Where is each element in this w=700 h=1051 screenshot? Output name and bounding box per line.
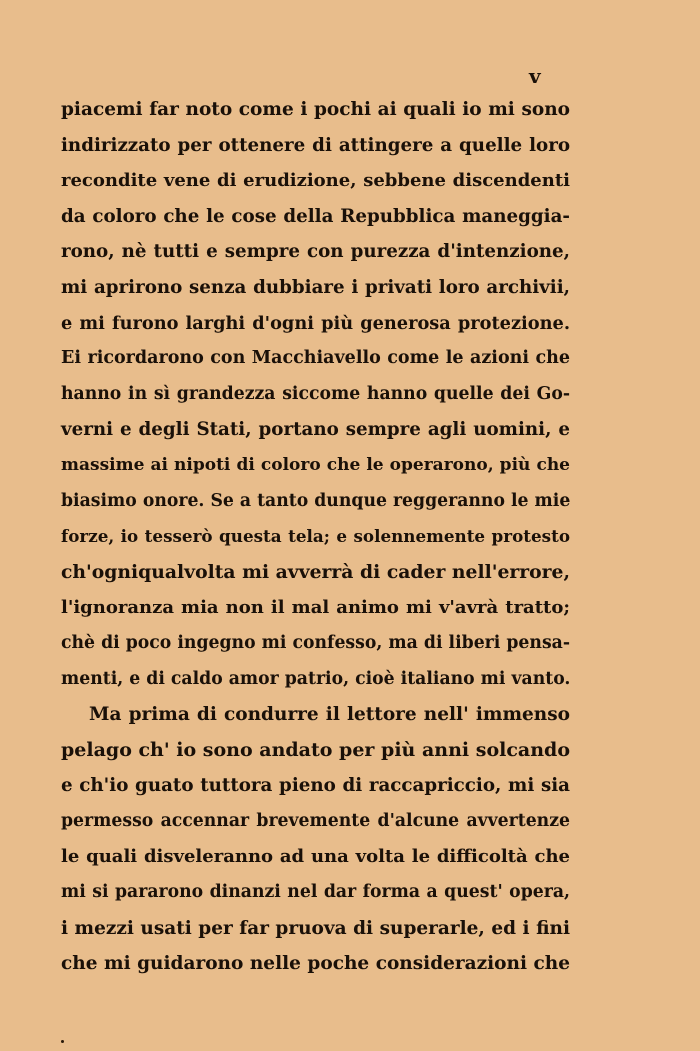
text-line: Ma prima di condurre il lettore nell' immenso [89, 704, 570, 726]
text-line: indirizzato per ottenere di attingere a quelle loro [61, 134, 570, 156]
text-line: le quali disveleranno ad una volta le difficoltà che [61, 846, 570, 868]
text-line: massime ai nipoti di coloro che le operarono, più che [61, 454, 570, 475]
text-line: ch'ogniqualvolta mi avverrà di cader nell'errore, [61, 560, 570, 583]
text-line: chè di poco ingegno mi confesso, ma di liberi pensa- [61, 632, 570, 653]
page-number: v [529, 64, 541, 88]
text-line: menti, e di caldo amor patrio, cioè italiano mi vanto. [61, 668, 571, 689]
text-line: verni e degli Stati, portano sempre agli uomini, e [61, 419, 570, 441]
text-line: hanno in sì grandezza siccome hanno quelle dei Go- [61, 383, 570, 404]
text-block [61, 92, 570, 982]
text-line: mi aprirono senza dubbiare i privati loro archivii, [61, 276, 570, 298]
text-line: permesso accennar brevemente d'alcune avvertenze [61, 810, 570, 831]
text-line: rono, nè tutti e sempre con purezza d'intenzione, [61, 241, 570, 263]
text-line: forze, io tesserò questa tela; e solennemente protesto [61, 526, 570, 547]
paragraph-1 [61, 92, 570, 697]
text-line: che mi guidarono nelle poche considerazioni che [61, 953, 570, 975]
text-line: piacemi far noto come i pochi ai quali io mi sono [61, 99, 570, 120]
text-line: mi si pararono dinanzi nel dar forma a quest' opera, [61, 882, 570, 903]
text-line: da coloro che le cose della Repubblica maneggia- [61, 205, 570, 227]
paragraph-2 [61, 697, 570, 982]
text-line: e mi furono larghi d'ogni più generosa protezione. [61, 312, 570, 334]
text-line: i mezzi usati per far pruova di superarle, ed i fini [61, 917, 570, 939]
text-line: Ei ricordarono con Macchiavello come le azioni che [61, 348, 570, 369]
ink-speck [61, 1040, 64, 1043]
text-line: biasimo onore. Se a tanto dunque reggeranno le mie [61, 490, 571, 511]
text-line: recondite vene di erudizione, sebbene discendenti [61, 170, 570, 192]
text-line: pelago ch' io sono andato per più anni solcando [61, 738, 570, 761]
text-line: e ch'io guato tuttora pieno di raccapriccio, mi sia [61, 775, 570, 797]
text-line: l'ignoranza mia non il mal animo mi v'avrà tratto; [61, 597, 570, 619]
